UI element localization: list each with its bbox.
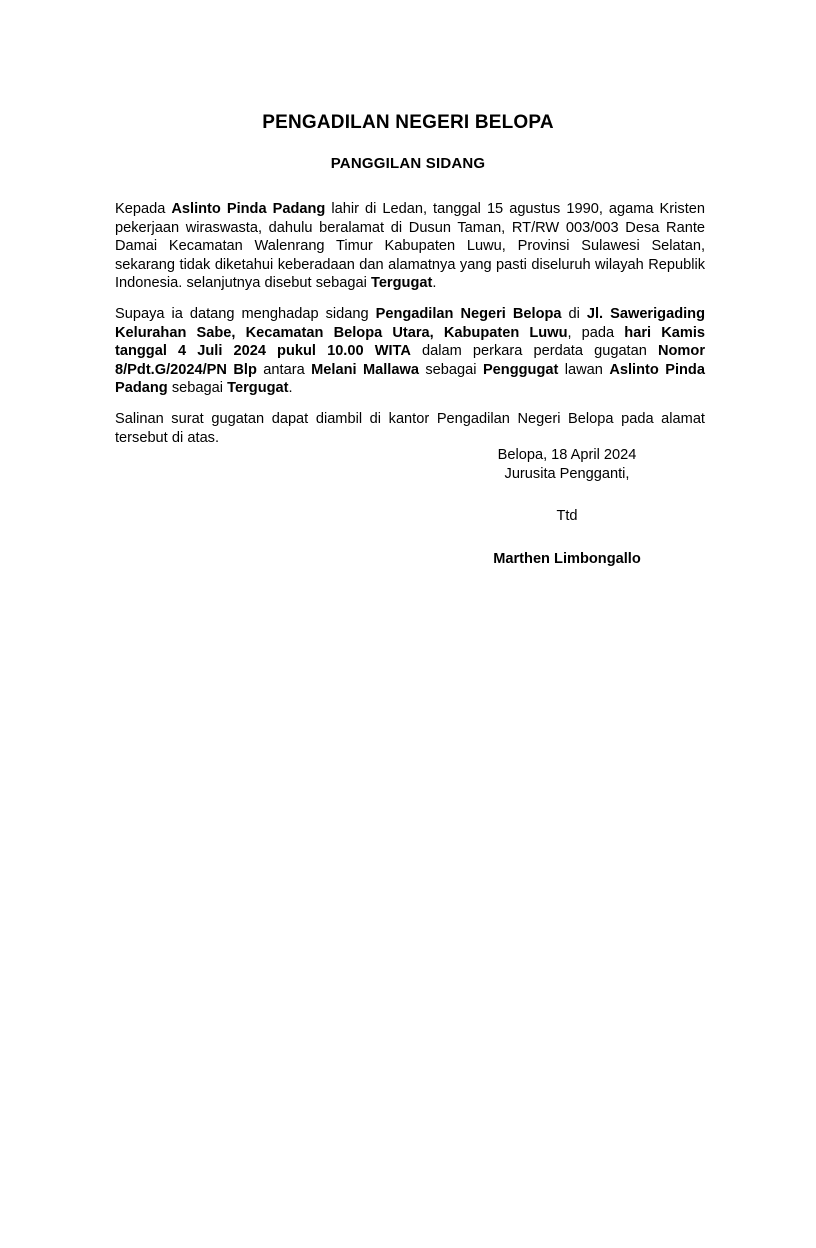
signature-role: Jurusita Pengganti, xyxy=(504,465,630,482)
p1-segment-1: Kepada xyxy=(115,201,172,217)
p2-plaintiff-role: Penggugat xyxy=(482,361,559,378)
signature-officer-name: Marthen Limbongallo xyxy=(493,550,641,567)
p1-defendant-name: Aslinto Pinda Padang xyxy=(171,201,326,217)
p2-segment-7: lawan xyxy=(558,361,610,378)
p2-court-name: Pengadilan Negeri Belopa xyxy=(375,305,562,322)
p2-segment-3: , pada xyxy=(567,324,625,341)
p2-segment-8: sebagai xyxy=(167,380,228,397)
document-body xyxy=(115,200,705,447)
p2-court-address: Jl. Sawerigading Kelurahan Sabe, Kecamatan Belopa Utara, Kabupaten Luwu xyxy=(115,305,705,341)
p2-defendant-name: Aslinto Pinda Padang xyxy=(115,361,705,397)
p2-segment-5: antara xyxy=(256,361,312,378)
p2-segment-6: sebagai xyxy=(418,361,483,378)
p1-segment-2: lahir di Ledan, tanggal 15 agustus 1990, agama Kristen pekerjaan wiraswasta, dahulu beralamat di Dusun Taman, RT/RW 003/003 Desa Rante Damai Kecamatan Walenrang Timur Kabupaten Luwu, Provinsi Sulawesi Selatan, sekarang tidak diketahui keberadaan dan alamatnya yang pasti diseluruh wilayah Republik Indonesia. selanjutnya disebut sebagai xyxy=(115,201,705,292)
p2-case-number: Nomor 8/Pdt.G/2024/PN Blp xyxy=(115,343,705,378)
document-subtitle: PANGGILAN SIDANG xyxy=(330,155,486,172)
p2-segment-2: di xyxy=(561,305,587,322)
p2-segment-1: Supaya ia datang menghadap sidang xyxy=(115,305,376,322)
signature-block xyxy=(428,446,706,568)
paragraph-copy-notice: Salinan surat gugatan dapat diambil di kantor Pengadilan Negeri Belopa pada alamat tersebut di atas. xyxy=(115,410,705,446)
p2-segment-9: . xyxy=(288,380,293,397)
p2-hearing-datetime: hari Kamis tanggal 4 Juli 2024 pukul 10.00 WITA xyxy=(115,324,705,360)
page-title: PENGADILAN NEGERI BELOPA xyxy=(262,112,554,133)
paragraph-recipient xyxy=(115,200,705,293)
p2-defendant-role: Tergugat xyxy=(227,380,289,397)
p1-defendant-role: Tergugat xyxy=(370,275,433,292)
signature-place-date: Belopa, 18 April 2024 xyxy=(497,447,637,463)
p2-plaintiff-name: Melani Mallawa xyxy=(311,361,419,378)
p2-segment-4: dalam perkara perdata gugatan xyxy=(410,343,658,360)
signature-ttd-marker: Ttd xyxy=(556,508,578,525)
paragraph-hearing xyxy=(115,305,705,398)
p1-segment-3: . xyxy=(432,275,437,292)
